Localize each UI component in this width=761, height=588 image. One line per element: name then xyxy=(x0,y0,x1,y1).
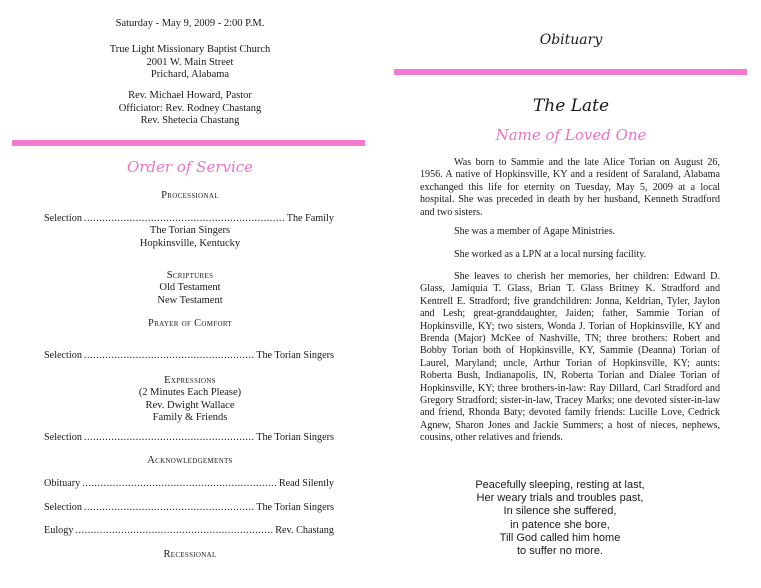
program-item-label: Selection xyxy=(44,213,82,224)
detail-line: Hopkinsville, Kentucky xyxy=(139,237,241,249)
pastor-line: Rev. Michael Howard, Pastor xyxy=(128,90,252,101)
program-item-performer: Rev. Chastang xyxy=(275,525,334,536)
detail-line: (2 Minutes Each Please) xyxy=(138,387,242,398)
detail-line: The Torian Singers xyxy=(149,225,231,236)
program-item-performer: The Torian Singers xyxy=(256,502,334,513)
detail-line: Family & Friends xyxy=(152,412,228,423)
church-street: 2001 W. Main Street xyxy=(146,56,234,68)
dot-leader xyxy=(84,432,254,443)
scriptures-heading: Scriptures xyxy=(166,270,214,281)
poem-line: in patence she bore, xyxy=(510,518,610,531)
poem-line: In silence she suffered, xyxy=(503,505,617,518)
dot-leader xyxy=(75,525,273,536)
closing-poem xyxy=(440,479,680,558)
program-item-label: Eulogy xyxy=(44,525,74,536)
program-item-performer: The Torian Singers xyxy=(256,432,334,443)
program-line-eulogy xyxy=(44,525,334,536)
obituary-paragraph-church: She was a member of Agape Ministries. xyxy=(454,226,616,237)
obituary-paragraph-survivors: She leaves to cherish her memories, her children: Edward D. Glass, Jamiquia T. Glass, Brian T. Glass Britney K. Stradford and Kentrell E. Stradford; five grandchildren: Jonna, Keldrian, Tyler, Jaylon and Lesh; great-granddaughter, Jaiden; father, Sammie Torian of Hopkinsville, KY; two sisters, Wonda J. Torian of Hopkinsville, KY and Brenda (Major) McKee of Nashville, TN; three brothers: Robert and Bobby Torian both of Hopkinsville, KY, Sammie (Deanna) Torian of Laurel, Maryland; uncle, Arthur Torian of Hopkinsville, KY; aunts: Roberta Bush, Indianapolis, IN, Roberta Torian and Dialee Torian of Hopkinsville, KY; three brothers-in-law: Ray Dillard, Carl Stradford and Gregory Stradford; sister-in-law, Tracey Marks; one devoted sister-in-law and friend, Rhonda Baty; devoted family friends: Lucille Love, Cedrick Agnew, Sharon Jones and Jackie Summers; a host of nieces, nephews, cousins, other relatives and friends. xyxy=(420,271,720,444)
loved-one-name: Name of Loved One xyxy=(495,126,647,144)
program-item-performer: The Torian Singers xyxy=(256,350,334,361)
officiator-line: Officiator: Rev. Rodney Chastang xyxy=(118,102,262,114)
dot-leader xyxy=(84,350,254,361)
dot-leader xyxy=(82,478,277,489)
program-item-performer: Read Silently xyxy=(278,478,334,489)
expressions-details xyxy=(0,387,380,425)
right-divider-rule xyxy=(394,69,747,75)
program-line-selection-3 xyxy=(44,432,334,443)
obituary-paragraph-birth: Was born to Sammie and the late Alice Torian on August 26, 1956. A native of Hopkinsville, KY and a resident of Saraland, Alabama exchanged this life for eternity on Tuesday, May 5, 2009 at a local hospital. She was preceded in death by her husband, Kenneth Stradford and two sisters. xyxy=(420,157,720,218)
poem-line: Her weary trials and troubles past, xyxy=(476,492,644,505)
dot-leader xyxy=(84,213,285,224)
program-item-label: Selection xyxy=(44,350,82,361)
acknowledgements-heading: Acknowledgements xyxy=(147,455,233,466)
church-address xyxy=(0,44,380,82)
detail-line: Rev. Dwight Wallace xyxy=(145,399,235,411)
service-header xyxy=(0,18,380,31)
left-divider-rule xyxy=(12,140,365,146)
poem-line: Peacefully sleeping, resting at last, xyxy=(475,479,645,491)
recessional-heading: Recessional xyxy=(163,549,217,560)
detail-line: New Testament xyxy=(157,294,223,306)
program-item-label: Selection xyxy=(44,502,82,513)
program-line-selection-4 xyxy=(44,502,334,513)
church-city: Prichard, Alabama xyxy=(150,69,230,80)
poem-line: to suffer no more. xyxy=(516,545,603,558)
order-of-service-title: Order of Service xyxy=(126,158,254,176)
processional-heading: Processional xyxy=(161,190,219,201)
program-item-label: Obituary xyxy=(44,478,81,489)
dot-leader xyxy=(84,502,254,513)
program-item-label: Selection xyxy=(44,432,82,443)
the-late-heading: The Late xyxy=(532,96,610,116)
program-item-performer: The Family xyxy=(286,213,334,224)
assistant-line: Rev. Shetecia Chastang xyxy=(140,115,240,126)
program-line-obituary xyxy=(44,478,334,489)
detail-line: Old Testament xyxy=(159,282,221,293)
service-date: Saturday - May 9, 2009 - 2:00 P.M. xyxy=(115,18,265,29)
poem-line: Till God called him home xyxy=(499,531,621,544)
prayer-heading: Prayer of Comfort xyxy=(148,318,232,329)
program-line-selection-2 xyxy=(44,350,334,361)
left-page xyxy=(0,0,380,588)
program-line-selection-1 xyxy=(44,213,334,224)
obituary-paragraph-work: She worked as a LPN at a local nursing facility. xyxy=(454,249,647,260)
church-name: True Light Missionary Baptist Church xyxy=(109,44,271,55)
scriptures-details xyxy=(0,282,380,307)
selection-1-details xyxy=(0,225,380,250)
clergy-list xyxy=(0,90,380,128)
obituary-heading: Obituary xyxy=(539,32,603,48)
expressions-heading: Expressions xyxy=(164,375,216,386)
